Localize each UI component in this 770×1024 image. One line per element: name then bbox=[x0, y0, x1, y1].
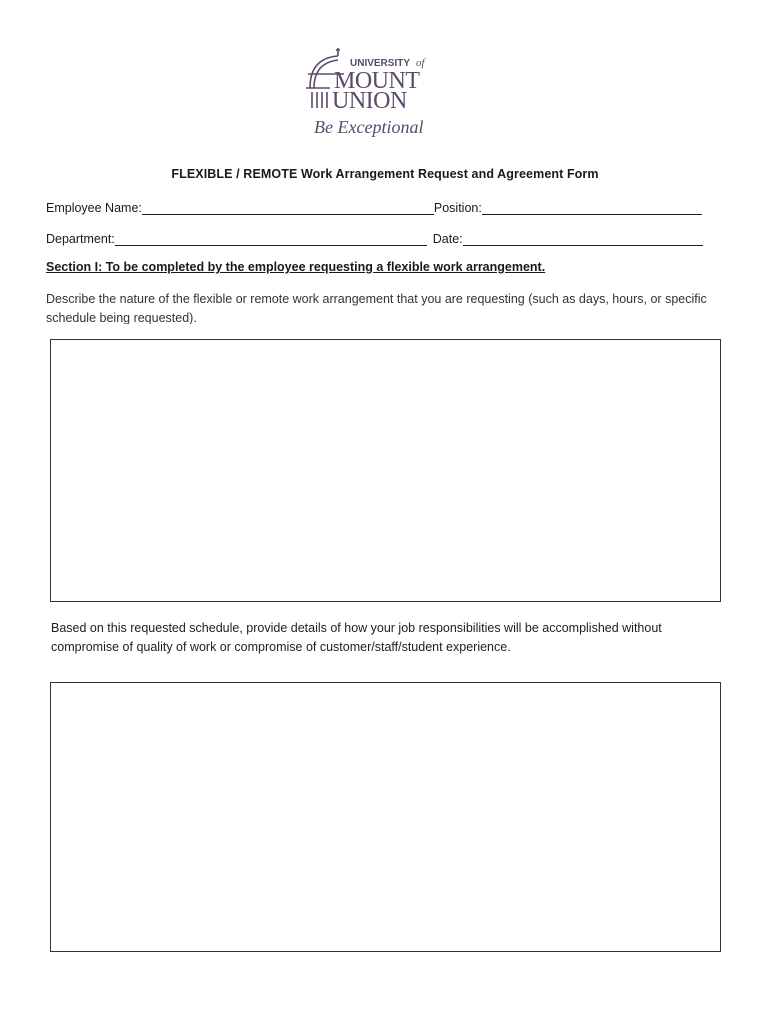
university-logo bbox=[300, 44, 450, 144]
date-label: Date: bbox=[432, 232, 463, 246]
section-1-heading: Section I: To be completed by the employee requesting a flexible work arrangement. bbox=[46, 260, 546, 274]
position-label: Position: bbox=[433, 201, 482, 215]
employee-name-label: Employee Name: bbox=[46, 201, 142, 215]
department-label: Department: bbox=[46, 232, 115, 246]
logo-university-text: UNIVERSITY bbox=[350, 58, 411, 69]
logo-union-text: UNION bbox=[332, 88, 407, 114]
describe-arrangement-prompt: Describe the nature of the flexible or remote work arrangement that you are requesting (such as days, hours, or specific schedule being requested). bbox=[46, 292, 707, 324]
job-responsibilities-box[interactable] bbox=[50, 682, 721, 952]
logo-of-text: of bbox=[416, 57, 425, 69]
department-field[interactable] bbox=[115, 231, 427, 246]
logo-tagline: Be Exceptional bbox=[314, 117, 424, 137]
position-field[interactable] bbox=[482, 200, 702, 215]
employee-name-field[interactable] bbox=[142, 200, 434, 215]
department-date-row bbox=[46, 228, 716, 246]
job-responsibilities-prompt: Based on this requested schedule, provide details of how your job responsibilities will be accomplished without compromise of quality of work or compromise of customer/staff/student experience. bbox=[51, 621, 662, 654]
arrangement-description-box[interactable] bbox=[50, 339, 721, 602]
form-title: FLEXIBLE / REMOTE Work Arrangement Request and Agreement Form bbox=[171, 167, 599, 181]
employee-position-row bbox=[46, 197, 716, 215]
logo-mount-text: MOUNT bbox=[334, 68, 420, 94]
date-field[interactable] bbox=[463, 231, 703, 246]
dome-building-icon bbox=[300, 44, 450, 144]
